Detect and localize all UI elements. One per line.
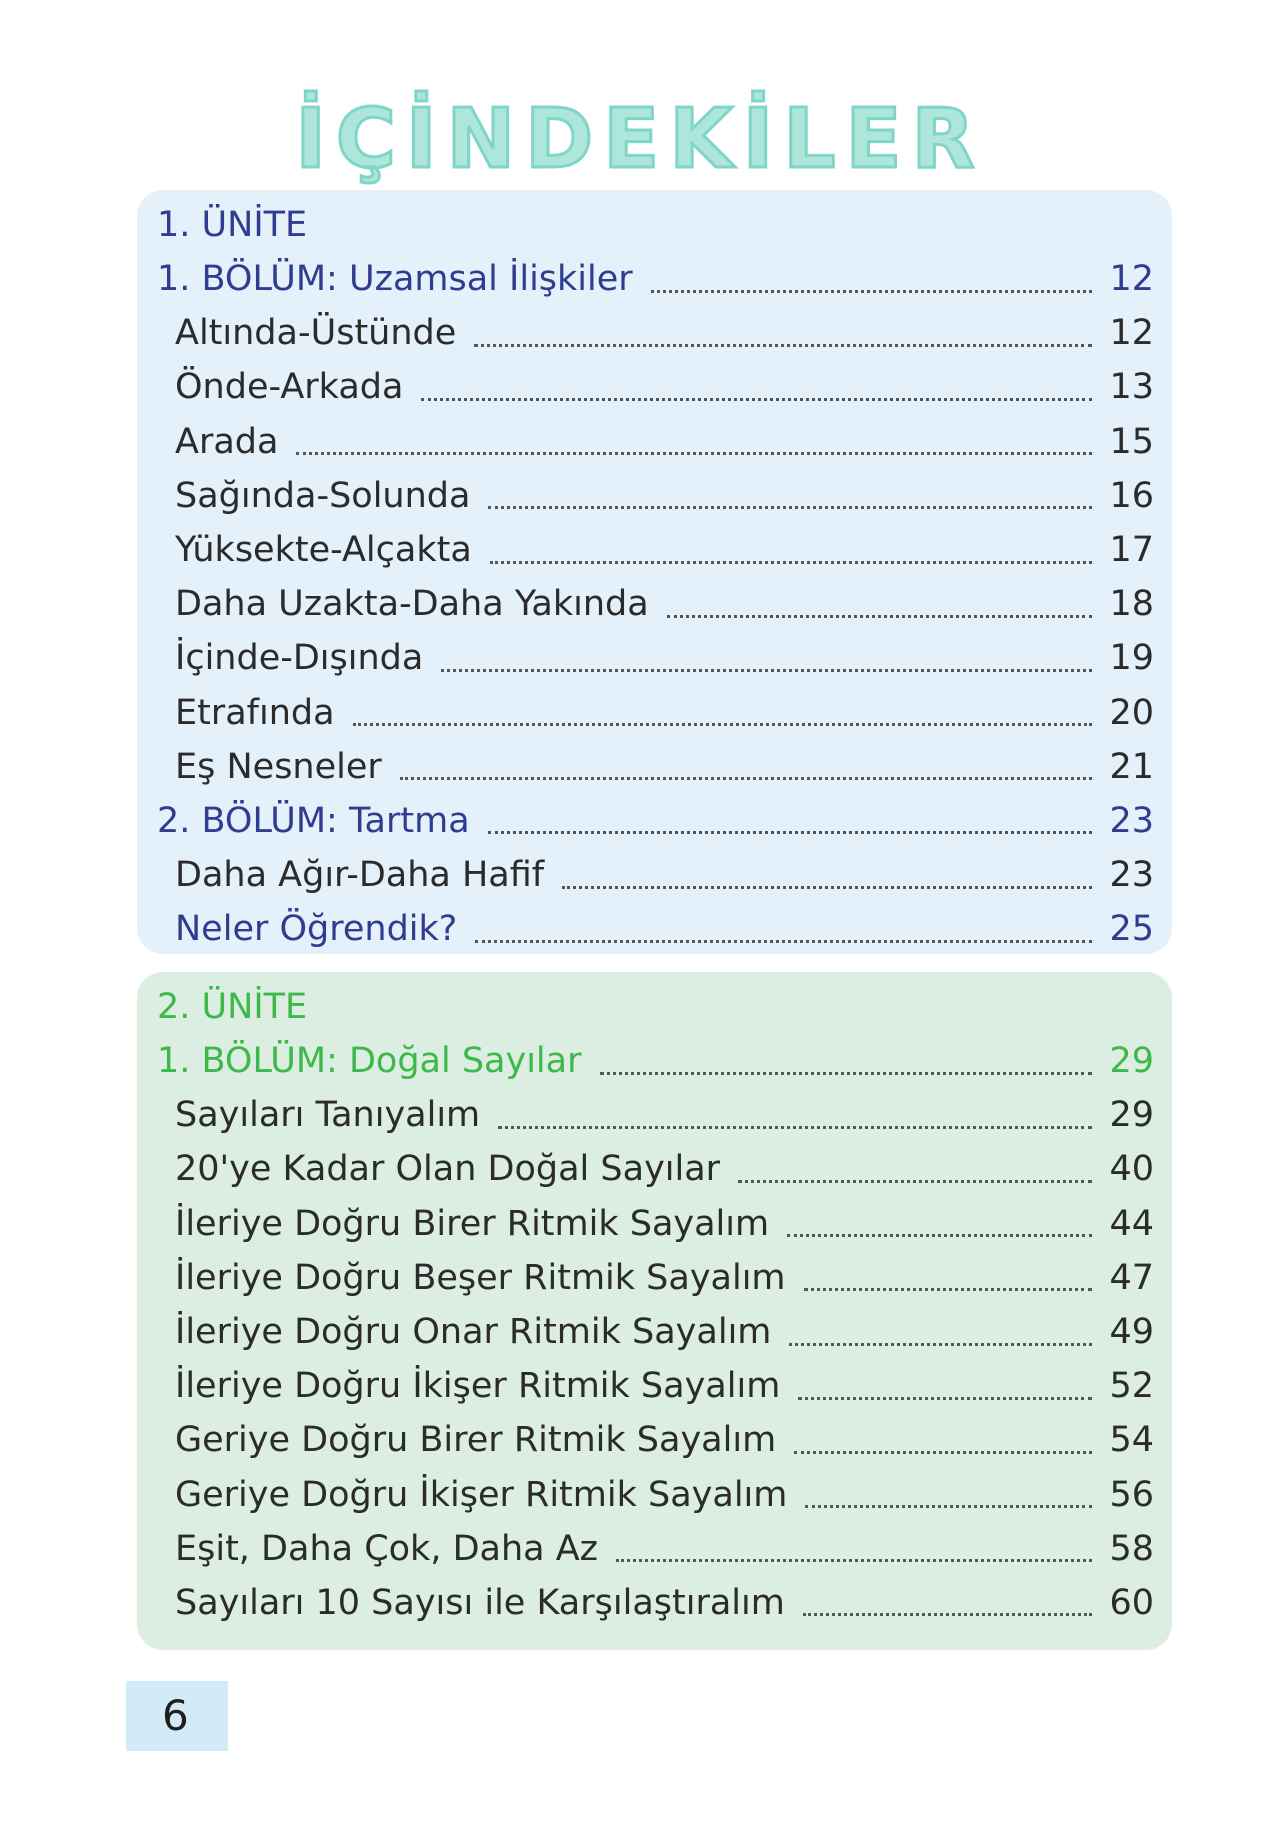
toc-entry[interactable] [157,1251,1154,1305]
toc-entry-page: 25 [1109,909,1154,950]
toc-entry-page: 20 [1109,692,1154,733]
toc-entry[interactable] [157,848,1154,902]
toc-entry-page: 29 [1109,1041,1154,1081]
dot-leader [803,1613,1092,1616]
dot-leader [738,1180,1092,1183]
unit-1-heading: 1. ÜNİTE [157,205,308,245]
toc-entry-label: Sağında-Solunda [175,475,471,516]
unit-2-heading: 2. ÜNİTE [157,987,308,1027]
toc-entry[interactable] [157,686,1154,740]
toc-entry-page: 19 [1109,638,1154,679]
toc-entry-label: 1. BÖLÜM: Doğal Sayılar [157,1041,582,1081]
toc-entry[interactable] [157,1359,1154,1413]
toc-entry-page: 12 [1109,313,1154,354]
toc-entry-page: 29 [1109,1095,1154,1136]
toc-entry-label: Yüksekte-Alçakta [175,529,472,570]
dot-leader [651,290,1092,293]
toc-entry-label: Daha Uzakta-Daha Yakında [175,584,649,625]
dot-leader [498,1126,1092,1129]
toc-entry-label: Önde-Arkada [175,367,404,408]
toc-entry-page: 58 [1109,1528,1154,1569]
toc-entry-label: Sayıları 10 Sayısı ile Karşılaştıralım [175,1582,785,1623]
toc-entry[interactable] [157,577,1154,631]
toc-entry-section[interactable] [157,252,1154,306]
toc-entry-page: 40 [1109,1149,1154,1190]
dot-leader [400,777,1092,780]
toc-entry-label: Geriye Doğru İkişer Ritmik Sayalım [175,1474,788,1515]
toc-entry[interactable] [157,523,1154,577]
page-number: 6 [126,1681,228,1751]
dot-leader [474,344,1092,347]
toc-entry-page: 23 [1109,855,1154,896]
dot-leader [296,452,1092,455]
toc-entry[interactable] [157,1576,1154,1630]
toc-entry-page: 44 [1109,1203,1154,1244]
toc-entry-review[interactable] [157,902,1154,956]
toc-entry-label: Geriye Doğru Birer Ritmik Sayalım [175,1420,777,1461]
toc-entry[interactable] [157,1468,1154,1522]
dot-leader [787,1234,1092,1237]
toc-entry-label: İleriye Doğru Birer Ritmik Sayalım [175,1203,770,1244]
toc-entry-page: 16 [1109,475,1154,516]
toc-entry[interactable] [157,360,1154,414]
toc-entry-page: 60 [1109,1582,1154,1623]
dot-leader [789,1343,1092,1346]
toc-entry-label: Arada [175,421,279,462]
dot-leader [562,886,1092,889]
toc-entry[interactable] [157,1522,1154,1576]
toc-entry[interactable] [157,1197,1154,1251]
toc-entry-page: 47 [1109,1257,1154,1298]
toc-entry-page: 56 [1109,1474,1154,1515]
dot-leader [490,561,1092,564]
toc-entry-page: 15 [1109,421,1154,462]
toc-entry-label: Sayıları Tanıyalım [175,1095,481,1136]
unit-2-section [137,972,1172,1650]
toc-entry-label: Daha Ağır-Daha Hafif [175,855,545,896]
toc-entry-label: 1. BÖLÜM: Uzamsal İlişkiler [157,259,633,299]
toc-entry-section[interactable] [157,1034,1154,1088]
unit-1-section [137,190,1172,954]
toc-entry-label: Eş Nesneler [175,746,382,787]
toc-entry-section[interactable] [157,794,1154,848]
dot-leader [441,669,1092,672]
dot-leader [616,1559,1092,1562]
toc-entry-page: 49 [1109,1311,1154,1352]
toc-entry-page: 12 [1109,259,1154,299]
dot-leader [475,940,1092,943]
toc-entry[interactable] [157,469,1154,523]
toc-entry-label: 2. BÖLÜM: Tartma [157,800,470,841]
dot-leader [488,831,1092,834]
toc-entry-label: Neler Öğrendik? [175,909,458,950]
toc-entry[interactable] [157,740,1154,794]
toc-entry-page: 23 [1109,800,1154,841]
dot-leader [488,506,1092,509]
dot-leader [794,1451,1092,1454]
toc-entry-label: İleriye Doğru İkişer Ritmik Sayalım [175,1366,781,1407]
toc-entry-label: Altında-Üstünde [175,313,457,354]
toc-entry[interactable] [157,1305,1154,1359]
toc-entry-label: Etrafında [175,692,335,733]
toc-entry-label: 20'ye Kadar Olan Doğal Sayılar [175,1149,721,1190]
dot-leader [421,398,1092,401]
toc-entry[interactable] [157,1413,1154,1467]
dot-leader [798,1397,1092,1400]
dot-leader [353,723,1092,726]
dot-leader [667,615,1092,618]
toc-entry[interactable] [157,1142,1154,1196]
toc-entry-label: İçinde-Dışında [175,638,424,679]
toc-entry-page: 13 [1109,367,1154,408]
toc-entry[interactable] [157,306,1154,360]
toc-entry-label: İleriye Doğru Beşer Ritmik Sayalım [175,1257,786,1298]
toc-entry[interactable] [157,631,1154,685]
dot-leader [805,1505,1092,1508]
toc-entry[interactable] [157,415,1154,469]
toc-entry-page: 54 [1109,1420,1154,1461]
toc-entry[interactable] [157,1088,1154,1142]
page-title: İÇİNDEKİLER [295,92,985,187]
dot-leader [804,1288,1092,1291]
dot-leader [600,1072,1093,1075]
toc-entry-label: Eşit, Daha Çok, Daha Az [175,1528,599,1569]
toc-entry-page: 52 [1109,1366,1154,1407]
toc-entry-label: İleriye Doğru Onar Ritmik Sayalım [175,1311,772,1352]
toc-entry-page: 21 [1109,746,1154,787]
toc-entry-page: 17 [1109,529,1154,570]
toc-entry-page: 18 [1109,584,1154,625]
